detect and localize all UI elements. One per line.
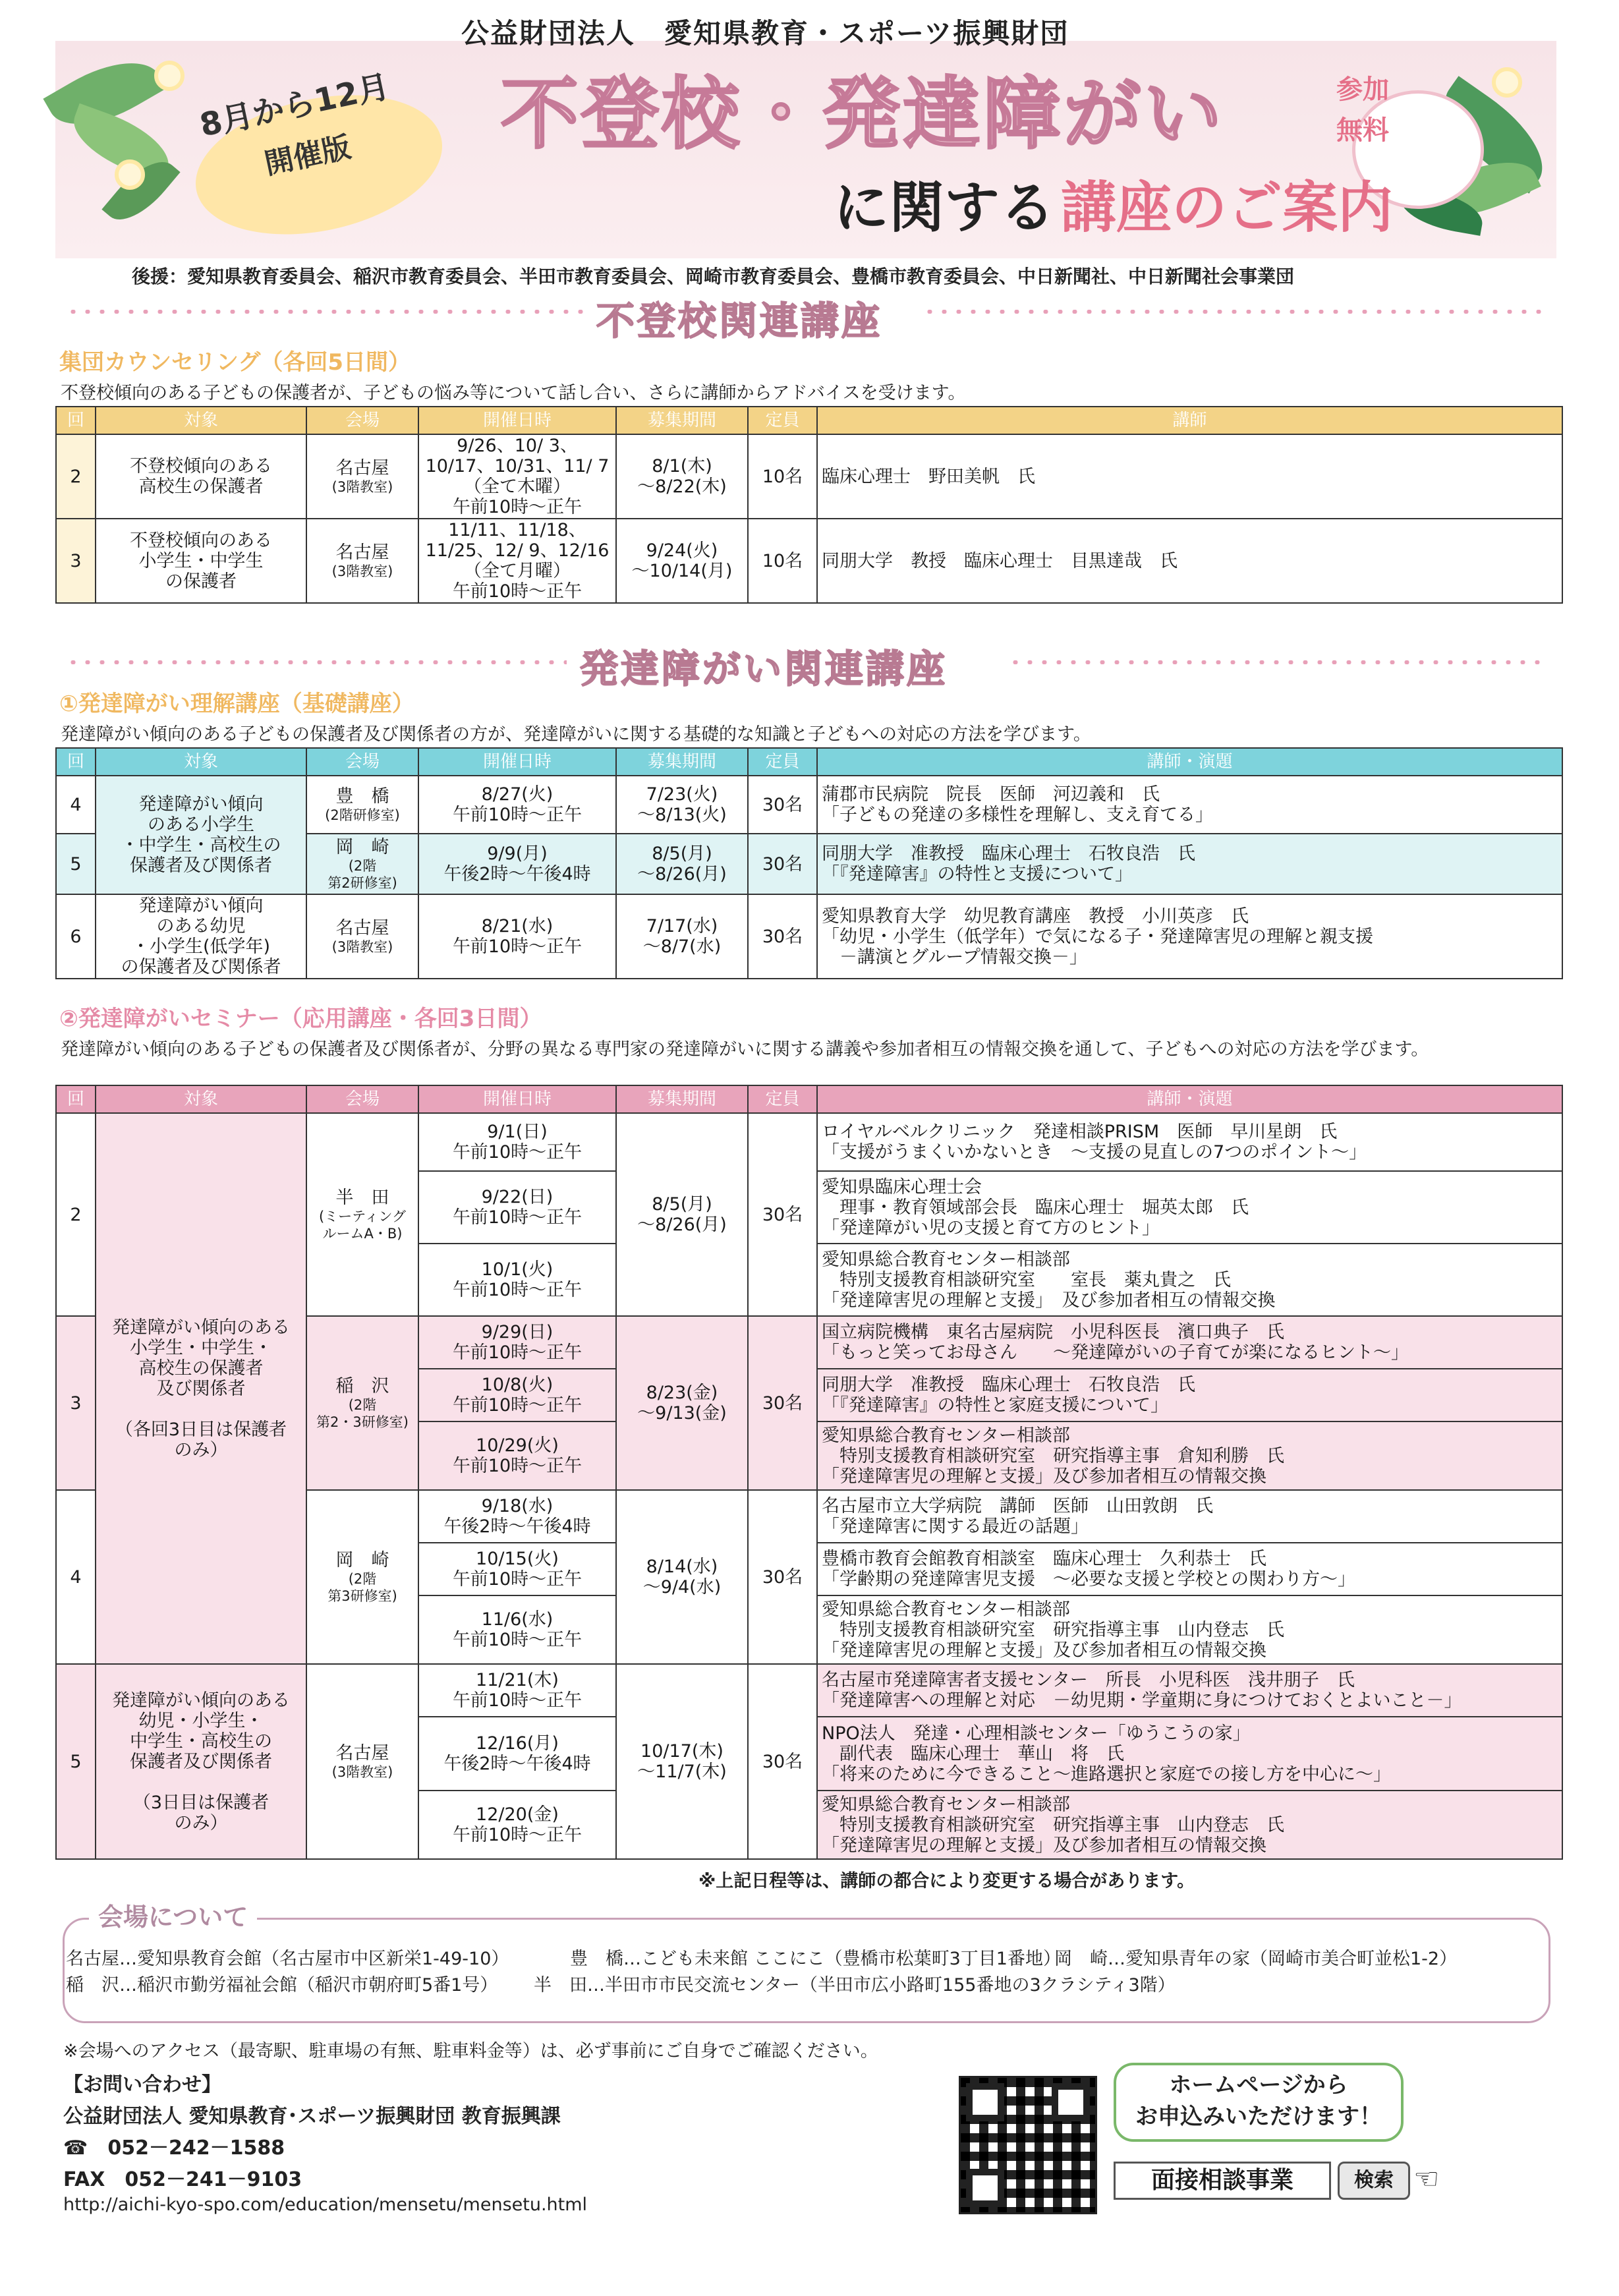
col-header: 会場 [306,1085,418,1113]
venue-inazawa: 稲 沢…稲沢市勤労福祉会館（稲沢市朝府町5番1号） [66,1975,498,1995]
venue-cell [306,1113,418,1316]
contact-fax: FAX 052－241－9103 [63,2168,302,2191]
table-row [56,894,1562,979]
lecturer-cell: 同朋大学 准教授 臨床心理士 石牧良浩 氏 「『発達障害』の特性と支援について」 [817,834,1562,894]
dates-cell: 9/26、10/ 3、 10/17、10/31、11/ 7 （全て木曜） 午前10時～正午 [418,434,616,519]
session-number: 6 [56,894,96,979]
col-header: 定員 [748,1085,817,1113]
free-label-line1: 参加 [1336,74,1389,105]
lecturer-cell: 愛知県臨床心理士会 理事・教育領域部会長 臨床心理士 堀英太郎 氏 「発達障がい児の支援と育て方のヒント」 [817,1171,1562,1244]
col-header: 募集期間 [616,748,748,776]
session-number: 4 [56,776,96,834]
col-header: 講師 [817,407,1562,434]
col-header: 募集期間 [616,407,748,434]
dates-cell: 11/11、11/18、 11/25、12/ 9、12/16 （全て月曜） 午前10時～正午 [418,519,616,603]
dates-cell: 9/1(日) 午前10時～正午 [418,1113,616,1171]
venue-cell [306,834,418,894]
lecturer-cell: 愛知県総合教育センター相談部 特別支援教育相談研究室 研究指導主事 倉知利勝 氏 「発達障害児の理解と支援」及び参加者相互の情報交換 [817,1421,1562,1490]
table-header-row [56,748,1562,776]
target-cell: 発達障がい傾向のある 小学生・中学生・ 高校生の保護者 及び関係者 （各回3日目は保護者 のみ） [96,1113,306,1664]
contact-phone: ☎ 052－242－1588 [63,2137,285,2160]
dates-cell: 11/6(水) 午前10時～正午 [418,1595,616,1664]
lecturer-cell: 臨床心理士 野田美帆 氏 [817,434,1562,519]
section-description: 発達障がい傾向のある子どもの保護者及び関係者の方が、発達障がいに関する基礎的な知識と子どもへの対応の方法を学びます。 [61,724,1091,745]
col-header: 募集期間 [616,1085,748,1113]
capacity-cell: 30名 [748,1490,817,1664]
pointing-hand-icon: ☜ [1413,2162,1440,2196]
venue-room: (ミーティング ルームA・B) [318,1208,407,1242]
col-header: 回 [56,407,96,434]
venue-name: 名古屋 [335,542,389,563]
capacity-cell: 30名 [748,776,817,834]
dotted-divider [1008,660,1548,664]
session-number: 2 [56,1113,96,1316]
contact-organization: 公益財団法人 愛知県教育･スポーツ振興財団 教育振興課 [63,2105,561,2128]
venue-cell [306,1664,418,1859]
col-header: 定員 [748,748,817,776]
venue-name: 半 田 [335,1187,389,1208]
col-header: 会場 [306,748,418,776]
venue-cell [306,776,418,834]
venue-room: (2階 第2・3研修室) [316,1396,409,1430]
session-number: 5 [56,1664,96,1859]
contact-url[interactable]: http://aichi-kyo-spo.com/education/mensetu/mensetu.html [63,2195,588,2215]
qr-finder-icon [966,2083,1004,2121]
venue-name: 名古屋 [335,917,389,938]
venue-room: (3階教室) [331,478,393,495]
contact-heading: 【お問い合わせ】 [63,2073,221,2096]
lecturer-cell: 同朋大学 教授 臨床心理士 目黒達哉 氏 [817,519,1562,603]
dates-cell: 8/27(火) 午前10時～正午 [418,776,616,834]
dotted-divider [66,310,586,314]
dates-cell: 8/21(水) 午前10時～正午 [418,894,616,979]
session-number: 3 [56,1316,96,1490]
capacity-cell: 30名 [748,1113,817,1316]
section-subheading: ①発達障がい理解講座（基礎講座） [59,691,414,717]
target-cell: 不登校傾向のある 小学生・中学生 の保護者 [96,519,306,603]
application-period-cell: 8/14(水) ～9/4(水) [616,1490,748,1664]
application-period-cell: 10/17(木) ～11/7(木) [616,1664,748,1859]
section-banner-futoko: 不登校関連講座 [596,299,883,343]
lecturer-cell: 愛知県総合教育センター相談部 特別支援教育相談研究室 室長 薬丸貴之 氏 「発達障害児の理解と支援」 及び参加者相互の情報交換 [817,1244,1562,1316]
venue-cell [306,434,418,519]
group-counseling-table [55,406,1563,604]
venue-okazaki: 岡 崎…愛知県青年の家（岡崎市美合町並松1-2） [1054,1949,1458,1969]
dotted-divider [923,310,1548,314]
col-header: 会場 [306,407,418,434]
venue-cell [306,1316,418,1490]
capacity-cell: 10名 [748,519,817,603]
application-period-cell: 8/1(木) ～8/22(木) [616,434,748,519]
venue-room: (2階研修室) [325,807,400,823]
col-header: 開催日時 [418,407,616,434]
venue-name: 岡 崎 [335,836,389,857]
capacity-cell: 30名 [748,894,817,979]
venue-name: 名古屋 [335,1742,389,1764]
dates-cell: 10/1(火) 午前10時～正午 [418,1244,616,1316]
homepage-line2: お申込みいただけます！ [1135,2104,1382,2130]
lecturer-cell: 愛知県教育大学 幼児教育講座 教授 小川英彦 氏 「幼児・小学生（低学年）で気になる子・発達障害児の理解と親支援 －講演とグループ情報交換－」 [817,894,1562,979]
venue-cell [306,519,418,603]
col-header: 開催日時 [418,1085,616,1113]
session-number: 4 [56,1490,96,1664]
venue-name: 稲 沢 [335,1375,389,1396]
table-header-row [56,407,1562,434]
lecturer-cell: NPO法人 発達・心理相談センター「ゆうこうの家」 副代表 臨床心理士 華山 将 氏 「将来のために今できること～進路選択と家庭での接し方を中心に～」 [817,1717,1562,1791]
capacity-cell: 30名 [748,1664,817,1859]
venue-handa: 半 田…半田市市民交流センター（半田市広小路町155番地の3クラシティ3階） [534,1975,1176,1995]
venue-cell [306,1490,418,1664]
dates-cell: 9/9(月) 午後2時～午後4時 [418,834,616,894]
table-row [56,776,1562,834]
dates-cell: 10/8(火) 午前10時～正午 [418,1369,616,1421]
lecturer-cell: 名古屋市立大学病院 講師 医師 山田敦朗 氏 「発達障害に関する最近の話題」 [817,1490,1562,1543]
venue-room: (3階教室) [331,1764,393,1780]
section-description: 発達障がい傾向のある子どもの保護者及び関係者が、分野の異なる専門家の発達障がいに関する講義や参加者相互の情報交換を通して、子どもへの対応の方法を学びます。 [61,1039,1429,1060]
lecturer-cell: ロイヤルベルクリニック 発達相談PRISM 医師 早川星朗 氏 「支援がうまくいかないとき ～支援の見直しの7つのポイント～」 [817,1113,1562,1171]
application-period-cell: 8/23(金) ～9/13(金) [616,1316,748,1490]
session-number: 5 [56,834,96,894]
session-number: 2 [56,434,96,519]
venue-room: (2階 第2研修室) [327,857,397,891]
schedule-note: ※上記日程等は、講師の都合により変更する場合があります。 [698,1871,1195,1891]
table-row [56,1664,1562,1717]
free-label-line2: 無料 [1336,115,1389,146]
session-number: 3 [56,519,96,603]
capacity-cell: 10名 [748,434,817,519]
section-subheading: 集団カウンセリング（各回5日間） [59,349,411,376]
dates-cell: 11/21(木) 午前10時～正午 [418,1664,616,1717]
section-description: 不登校傾向のある子どもの保護者が、子どもの悩み等について話し合い、さらに講師からアドバイスを受けます。 [61,383,966,403]
target-cell: 不登校傾向のある 高校生の保護者 [96,434,306,519]
application-period-cell: 7/17(水) ～8/7(水) [616,894,748,979]
lecturer-cell: 国立病院機構 東名古屋病院 小児科医長 濱口典子 氏 「もっと笑ってお母さん ～発達障がいの子育てが楽になるヒント～」 [817,1316,1562,1369]
venue-cell [306,894,418,979]
table-row [56,519,1562,603]
venue-name: 岡 崎 [335,1549,389,1570]
flower-decoration [1492,67,1522,98]
venue-name: 名古屋 [335,457,389,478]
dates-cell: 9/22(日) 午前10時～正午 [418,1171,616,1244]
dates-cell: 10/15(火) 午前10時～正午 [418,1543,616,1595]
target-cell: 発達障がい傾向 のある小学生 ・中学生・高校生の 保護者及び関係者 [96,776,306,894]
dates-cell: 12/20(金) 午前10時～正午 [418,1791,616,1859]
col-header: 対象 [96,748,306,776]
venue-nagoya: 名古屋…愛知県教育会館（名古屋市中区新栄1-49-10） [66,1949,509,1969]
dates-cell: 12/16(月) 午後2時～午後4時 [418,1717,616,1791]
page-subtitle: に関する [834,175,1056,240]
basic-course-table [55,747,1563,979]
lecturer-cell: 名古屋市発達障害者支援センター 所長 小児科医 浅井朋子 氏 「発達障害への理解と対応 －幼児期・学童期に身につけておくとよいこと－」 [817,1664,1562,1717]
homepage-line1: ホームページから [1169,2072,1348,2098]
venues-heading: 会場について [89,1897,257,1933]
access-note: ※会場へのアクセス（最寄駅、駐車場の有無、駐車料金等）は、必ず事前にご自身でご確認ください。 [63,2041,878,2061]
period-label: 8月から12月 [196,68,393,144]
col-header: 回 [56,1085,96,1113]
col-header: 定員 [748,407,817,434]
table-row [56,434,1562,519]
free-label [1323,69,1402,151]
qr-finder-icon [966,2169,1004,2207]
col-header: 開催日時 [418,748,616,776]
page-subtitle-accent: 講座のご案内 [1061,175,1394,240]
lecturer-cell: 愛知県総合教育センター相談部 特別支援教育相談研究室 研究指導主事 山内登志 氏 「発達障害児の理解と支援」及び参加者相互の情報交換 [817,1791,1562,1859]
supporters-line: 後援：愛知県教育委員会、稲沢市教育委員会、半田市教育委員会、岡崎市教育委員会、豊橋市教育委員会、中日新聞社、中日新聞社会事業団 [132,266,1295,287]
venue-toyohashi: 豊 橋…こども未来館 ここにこ（豊橋市松葉町3丁目1番地） [570,1949,1061,1969]
lecturer-cell: 豊橋市教育会館教育相談室 臨床心理士 久利恭士 氏 「学齢期の発達障害児支援 ～必要な支援と学校との関わり方～」 [817,1543,1562,1595]
col-header: 講師・演題 [817,1085,1562,1113]
lecturer-cell: 蒲郡市民病院 院長 医師 河辺義和 氏 「子どもの発達の多様性を理解し、支え育てる」 [817,776,1562,834]
page-title: 不登校・発達障がい [501,69,1225,159]
venue-name: 豊 橋 [335,786,389,807]
venue-room: (3階教室) [331,938,393,955]
application-period-cell: 8/5(月) ～8/26(月) [616,834,748,894]
search-input[interactable]: 面接相談事業 [1114,2162,1331,2200]
target-cell: 発達障がい傾向 のある幼児 ・小学生(低学年) の保護者及び関係者 [96,894,306,979]
flower-decoration [154,61,185,91]
application-period-cell: 9/24(火) ～10/14(月) [616,519,748,603]
homepage-callout-text [1120,2069,1397,2133]
dotted-divider [66,660,567,664]
table-header-row [56,1085,1562,1113]
section-subheading: ②発達障がいセミナー（応用講座・各回3日間） [59,1006,542,1032]
section-banner-hattatsu: 発達障がい関連講座 [580,646,948,691]
capacity-cell: 30名 [748,834,817,894]
col-header: 対象 [96,407,306,434]
venue-room: (2階 第3研修室) [327,1570,397,1604]
table-row [56,1113,1562,1171]
venue-room: (3階教室) [331,563,393,579]
organization-name: 公益財団法人 愛知県教育・スポーツ振興財団 [461,17,1069,49]
qr-code-icon[interactable] [959,2076,1097,2214]
period-edition-label: 開催版 [262,130,354,182]
col-header: 対象 [96,1085,306,1113]
col-header: 講師・演題 [817,748,1562,776]
search-button[interactable]: 検索 [1338,2162,1410,2200]
col-header: 回 [56,748,96,776]
seminar-table [55,1085,1563,1860]
qr-finder-icon [1052,2083,1090,2121]
target-cell: 発達障がい傾向のある 幼児・小学生・ 中学生・高校生の 保護者及び関係者 （3日目は保護者 のみ） [96,1664,306,1859]
dates-cell: 9/18(水) 午後2時～午後4時 [418,1490,616,1543]
application-period-cell: 7/23(火) ～8/13(火) [616,776,748,834]
application-period-cell: 8/5(月) ～8/26(月) [616,1113,748,1316]
dates-cell: 10/29(火) 午前10時～正午 [418,1421,616,1490]
dates-cell: 9/29(日) 午前10時～正午 [418,1316,616,1369]
capacity-cell: 30名 [748,1316,817,1490]
lecturer-cell: 愛知県総合教育センター相談部 特別支援教育相談研究室 研究指導主事 山内登志 氏 「発達障害児の理解と支援」及び参加者相互の情報交換 [817,1595,1562,1664]
flower-decoration [115,159,145,190]
lecturer-cell: 同朋大学 准教授 臨床心理士 石牧良浩 氏 「『発達障害』の特性と家庭支援について」 [817,1369,1562,1421]
